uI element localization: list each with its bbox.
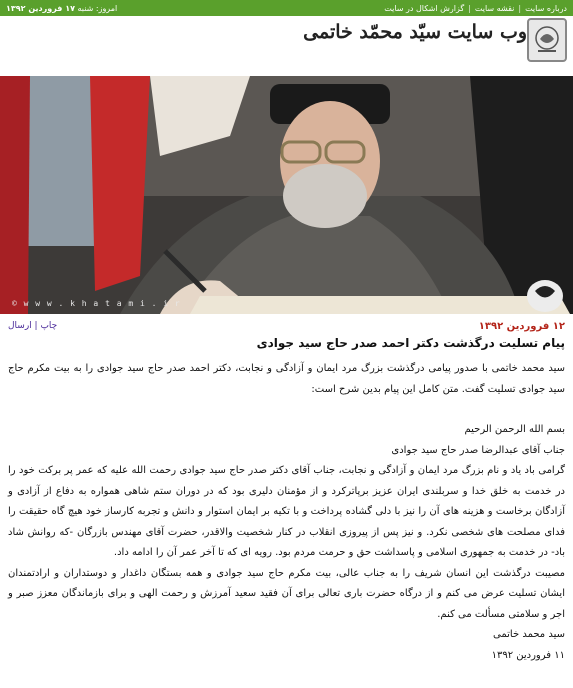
top-bar xyxy=(0,0,573,16)
basmala: بسم الله الرحمن الرحیم xyxy=(464,424,565,435)
body-paragraph: گرامی باد یاد و نام بزرگ مرد ایمان و آزادگی و نجابت، جناب آقای دکتر صدر حاج سید جوادی رحمت الله علیه که عمر پر برکت خود را در خدمت به خلق خدا و سربلندی ایران عزیز برپاترکرد و از مؤمنان دلیری بود که در دوران ستم شاهی همواره به دفاع از آزادی و آزادگان برخاست و هزینه های آن را نیز با دلی گشاده پرداخت و با تکیه بر ایمان استوار و دانش و تجربه کارساز خود هیچ گاه حقیقت را فدای مصلحت های شخصی نکرد. و نیز پس از پیروزی انقلاب در کنار شخصیت والاقدر، حضرت آقای مهندس بازرگان -که روانش شاد باد- در خدمت به جمهوری اسلامی و پاسداشت حق و حرمت مردم بود. رویه ای که تا آخر عمر آن را ادامه داد. xyxy=(8,465,565,558)
logo-emblem-icon xyxy=(532,23,562,57)
signature: سید محمد خاتمی xyxy=(493,629,565,640)
signature-date: ۱۱ فروردین ۱۳۹۲ xyxy=(491,649,565,661)
link-report-bug[interactable]: گزارش اشکال در سایت xyxy=(384,3,465,13)
post-meta xyxy=(0,318,573,334)
photo-watermark: © w w w . k h a t a m i . i r xyxy=(12,299,181,308)
post-title: پیام تسلیت درگذشت دکتر احمد صدر حاج سید جوادی xyxy=(256,336,565,350)
separator: | xyxy=(518,3,522,13)
site-header xyxy=(0,16,573,76)
header-photo xyxy=(0,76,573,314)
send-link[interactable]: ارسال xyxy=(8,321,32,331)
post-body xyxy=(8,359,565,666)
post-date: ۱۲ فروردین ۱۳۹۲ xyxy=(478,320,565,332)
today-date xyxy=(6,4,117,13)
addressee: جناب آقای عبدالرضا صدر حاج سید جوادی xyxy=(391,444,565,456)
spacer xyxy=(8,400,565,420)
separator: | xyxy=(468,3,471,13)
print-send-links xyxy=(8,321,57,331)
separator: | xyxy=(31,321,38,331)
today-date-value: ۱۷ فروردین ۱۳۹۲ xyxy=(6,3,75,13)
khatami-photo-image xyxy=(0,76,573,314)
print-link[interactable]: چاپ xyxy=(40,321,58,331)
site-logo[interactable] xyxy=(527,18,567,62)
body-paragraph: مصیبت درگذشت این انسان شریف را به جناب عالی، بیت مکرم حاج سید جوادی و همه بستگان داغدار و دوستداران و ارادتمندان ایشان تسلیت عرض می کنم و از درگاه حضرت باری تعالی برای آن فقید سعید آمرزش و رحمت الهی و برای بازماندگان معزز صبر و اجر و سلامتی مسألت می کنم. xyxy=(8,567,565,620)
link-about[interactable]: درباره سایت xyxy=(525,3,567,13)
site-title[interactable]: وب سایت سیّد محمّد خاتمی xyxy=(303,21,527,43)
link-sitemap[interactable]: نقشه سایت xyxy=(474,3,515,13)
post-intro: سید محمد خاتمی با صدور پیامی درگذشت بزرگ مرد ایمان و آزادگی و نجابت، دکتر احمد صدر حاج سید جوادی را به بیت مکرم حاج سید جوادی تسلیت گفت. متن کامل این پیام بدین شرح است: xyxy=(8,363,565,395)
today-date-prefix: امروز: شنبه xyxy=(77,3,118,13)
top-links xyxy=(384,4,567,13)
